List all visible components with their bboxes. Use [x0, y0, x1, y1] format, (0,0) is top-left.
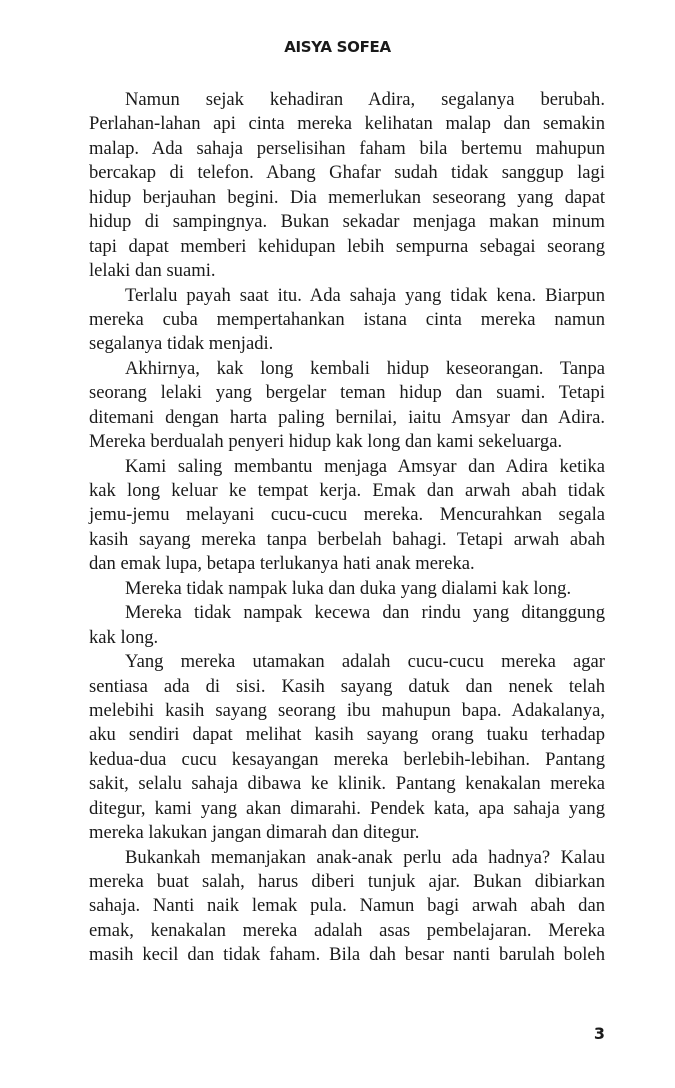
text-line: seorang lelaki yang bergelar teman hidup dan suami. Tetapi [89, 382, 605, 404]
text-line: Akhirnya, kak long kembali hidup keseorangan. Tanpa [125, 357, 605, 379]
text-line: melebihi kasih sayang seorang ibu mahupun bapa. Adakalanya, [89, 699, 605, 721]
paragraph [89, 846, 605, 968]
paragraph [89, 88, 605, 284]
text-line: Mereka tidak nampak kecewa dan rindu yang ditanggung [125, 602, 605, 624]
paragraph [89, 284, 605, 357]
text-line: mereka lakukan jangan dimarah dan ditegur. [89, 822, 420, 844]
page-number: 3 [593, 1024, 605, 1043]
text-line: mereka buat salah, harus diberi tunjuk ajar. Bukan dibiarkan [89, 871, 605, 892]
text-line: kasih sayang mereka tanpa berbelah bahagi. Tetapi arwah abah [89, 528, 605, 550]
text-line: Kami saling membantu menjaga Amsyar dan Adira ketika [125, 455, 605, 477]
text-line: Mereka berdualah penyeri hidup kak long dan kami sekeluarga. [89, 431, 563, 453]
text-line: bercakap di telefon. Abang Ghafar sudah tidak sanggup lagi [89, 162, 605, 184]
text-line: Mereka tidak nampak luka dan duka yang dialami kak long. [125, 577, 572, 599]
text-line: jemu-jemu melayani cucu-cucu mereka. Mencurahkan segala [89, 504, 605, 526]
paragraph [89, 650, 605, 846]
text-line: sentiasa ada di sisi. Kasih sayang datuk dan nenek telah [89, 675, 605, 697]
text-line: dan emak lupa, betapa terlukanya hati anak mereka. [89, 553, 475, 575]
paragraph [89, 455, 605, 577]
text-line: malap. Ada sahaja perselisihan faham bila bertemu mahupun [89, 137, 605, 159]
text-line: Yang mereka utamakan adalah cucu-cucu mereka agar [125, 651, 605, 673]
text-line: sahaja. Nanti naik lemak pula. Namun bagi arwah abah dan [89, 895, 605, 917]
text-line: Perlahan-lahan api cinta mereka kelihatan malap dan semakin [89, 113, 605, 135]
running-head: AISYA SOFEA [284, 38, 391, 56]
text-line: kak long keluar ke tempat kerja. Emak dan arwah abah tidak [89, 480, 605, 501]
text-line: tapi dapat memberi kehidupan lebih sempurna sebagai seorang [89, 235, 605, 257]
text-line: Bukankah memanjakan anak-anak perlu ada hadnya? Kalau [125, 846, 605, 868]
text-line: ditegur, kami yang akan dimarahi. Pendek kata, apa sahaja yang [89, 797, 605, 819]
text-line: aku sendiri dapat melihat kasih sayang orang tuaku terhadap [89, 724, 605, 746]
paragraph [89, 357, 605, 455]
paragraph [89, 577, 605, 601]
text-line: masih kecil dan tidak faham. Bila dah besar nanti barulah boleh [89, 944, 605, 966]
text-line: hidup berjauhan begini. Dia memerlukan seseorang yang dapat [89, 186, 605, 208]
text-line: mereka cuba mempertahankan istana cinta mereka namun [89, 308, 605, 330]
text-line: Terlalu payah saat itu. Ada sahaja yang tidak kena. Biarpun [125, 284, 605, 306]
paragraph [89, 601, 605, 650]
text-line: emak, kenakalan mereka adalah asas pembelajaran. Mereka [89, 919, 605, 941]
text-line: segalanya tidak menjadi. [89, 333, 274, 355]
text-line: ditemani dengan harta paling bernilai, iaitu Amsyar dan Adira. [89, 406, 605, 428]
text-line: sakit, selalu sahaja dibawa ke klinik. Pantang kenakalan mereka [89, 773, 605, 795]
text-line: Namun sejak kehadiran Adira, segalanya berubah. [125, 89, 605, 110]
body-text [89, 88, 605, 968]
text-line: lelaki dan suami. [89, 260, 216, 282]
text-line: kedua-dua cucu kesayangan mereka berlebih-lebihan. Pantang [89, 748, 605, 770]
text-line: kak long. [89, 626, 159, 648]
text-line: hidup di sampingnya. Bukan sekadar menjaga makan minum [89, 211, 605, 233]
